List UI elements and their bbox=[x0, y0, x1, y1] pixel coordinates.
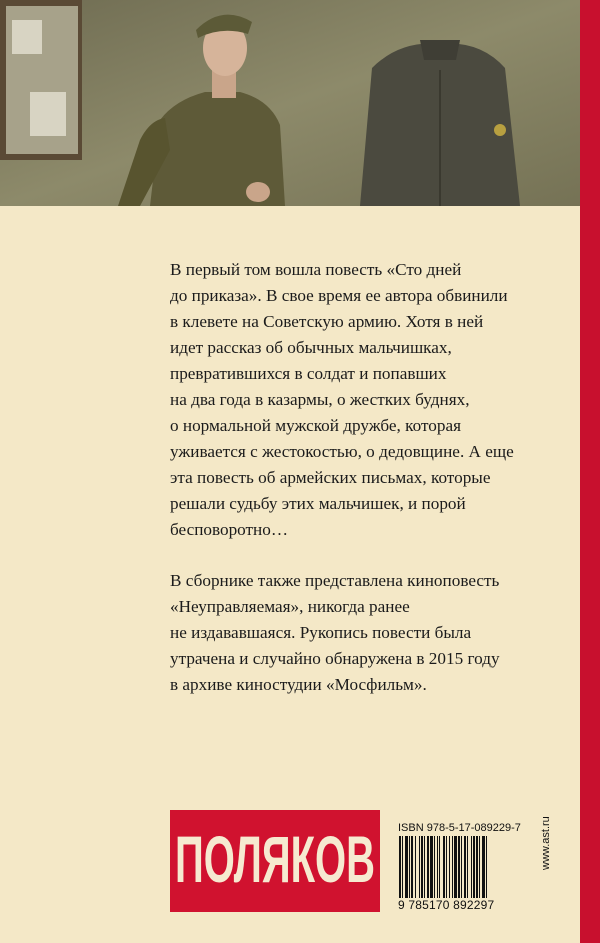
text-line: решали судьбу этих мальчишек, и порой bbox=[170, 494, 466, 513]
barcode-digits: 9 785170 892297 bbox=[398, 898, 495, 912]
cover-photo bbox=[0, 0, 580, 206]
text-line: превратившихся в солдат и попавших bbox=[170, 364, 447, 383]
text-line: до приказа». В свое время ее автора обвинили bbox=[170, 286, 508, 305]
author-logo bbox=[170, 810, 380, 912]
spine-strip bbox=[580, 0, 600, 943]
description-paragraph-2 bbox=[170, 568, 550, 698]
text-line: утрачена и случайно обнаружена в 2015 году bbox=[170, 649, 500, 668]
text-line: в клевете на Советскую армию. Хотя в ней bbox=[170, 312, 484, 331]
text-line: В первый том вошла повесть «Сто дней bbox=[170, 260, 462, 279]
text-line: «Неуправляемая», никогда ранее bbox=[170, 597, 410, 616]
soldier-photo-icon bbox=[0, 0, 580, 206]
text-line: о нормальной мужской дружбе, которая bbox=[170, 416, 461, 435]
isbn-label: ISBN 978-5-17-089229-7 bbox=[398, 822, 521, 834]
text-line: на два года в казармы, о жестких буднях, bbox=[170, 390, 470, 409]
author-logo-text: ПОЛЯКОВ bbox=[174, 823, 376, 897]
description-paragraph-1 bbox=[170, 257, 550, 543]
barcode-icon bbox=[398, 836, 522, 898]
text-line: эта повесть об армейских письмах, которые bbox=[170, 468, 491, 487]
text-line: В сборнике также представлена киноповесть bbox=[170, 571, 500, 590]
text-line: уживается с жестокостью, о дедовщине. А еще bbox=[170, 442, 514, 461]
text-line: в архиве киностудии «Мосфильм». bbox=[170, 675, 427, 694]
text-line: бесповоротно… bbox=[170, 520, 289, 539]
text-line: идет рассказ об обычных мальчишках, bbox=[170, 338, 452, 357]
publisher-site: www.ast.ru bbox=[540, 816, 552, 870]
text-line: не издававшаяся. Рукопись повести была bbox=[170, 623, 472, 642]
